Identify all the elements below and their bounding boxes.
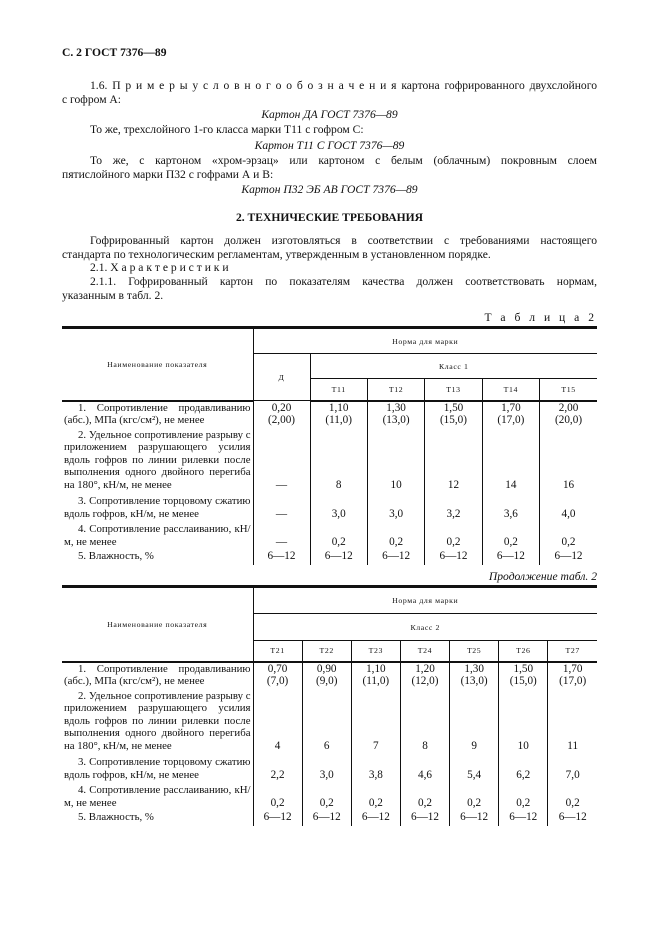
value-cell: 0,2: [310, 522, 367, 550]
example-3: Картон П32 ЭБ АВ ГОСТ 7376—89: [241, 183, 418, 196]
p16-line1: 1.6. П р и м е р ы у с л о в н о г о о б о з н а ч е н и я картона гофрированного двухслойного: [90, 79, 597, 92]
value-cell: 8: [310, 429, 367, 494]
value-cell: 0,2: [253, 783, 302, 811]
norm-header: Норма для марки: [253, 328, 597, 354]
value-cell: 0,20 (2,00): [253, 401, 310, 429]
p16-line5: пятислойного марки П32 с гофрами А и В:: [62, 168, 274, 181]
norm-header: Норма для марки: [253, 587, 597, 614]
name-header: Наименование показателя: [62, 587, 253, 662]
value-cell: 0,2: [367, 522, 424, 550]
value-cell: 0,2: [450, 783, 499, 811]
value-cell: 2,2: [253, 754, 302, 783]
section-title: 2. ТЕХНИЧЕСКИЕ ТРЕБОВАНИЯ: [235, 211, 424, 224]
table-2: [62, 326, 597, 565]
s21-heading: 2.1. Х а р а к т е р и с т и к и: [90, 261, 229, 274]
value-cell: 16: [540, 429, 597, 494]
value-cell: —: [253, 493, 310, 522]
s211-b: указанным в табл. 2.: [62, 289, 164, 302]
value-cell: 0,2: [499, 783, 548, 811]
value-cell: 6—12: [400, 811, 449, 826]
class-header: Класс 1: [310, 354, 597, 379]
p16-line3: То же, трехслойного 1-го класса марки Т11 с гофром С:: [90, 123, 364, 136]
value-cell: 0,2: [540, 522, 597, 550]
example-1: Картон ДА ГОСТ 7376—89: [261, 108, 398, 121]
table-row: [62, 550, 597, 565]
value-cell: 6—12: [310, 550, 367, 565]
value-cell: 1,50 (15,0): [499, 662, 548, 690]
value-cell: 3,0: [367, 493, 424, 522]
value-cell: 6—12: [253, 550, 310, 565]
value-cell: 10: [499, 690, 548, 755]
value-cell: —: [253, 429, 310, 494]
table-row: [62, 493, 597, 522]
class-header: Класс 2: [253, 614, 597, 641]
column-header: Т15: [540, 379, 597, 401]
value-cell: 5,4: [450, 754, 499, 783]
column-header: Т27: [548, 641, 597, 662]
value-cell: 4,6: [400, 754, 449, 783]
value-cell: 0,2: [482, 522, 539, 550]
value-cell: 11: [548, 690, 597, 755]
value-cell: —: [253, 522, 310, 550]
example-2: Картон Т11 С ГОСТ 7376—89: [254, 139, 405, 152]
table-row: [62, 754, 597, 783]
value-cell: 6—12: [450, 811, 499, 826]
column-header: Т13: [425, 379, 482, 401]
table-row: [62, 811, 597, 826]
value-cell: 6: [302, 690, 351, 755]
continuation-caption: Продолжение табл. 2: [488, 570, 597, 583]
value-cell: 2,00 (20,0): [540, 401, 597, 429]
page-header: С. 2 ГОСТ 7376—89: [62, 46, 167, 59]
indicator-name: 2. Удельное сопротивление разрыву с приложением разрушающего усилия вдоль гофров по линии рилевки после выполнения одного двойного перегиба на 180°, кН/м, не менее: [64, 689, 251, 752]
value-cell: 1,70 (17,0): [548, 662, 597, 690]
value-cell: 12: [425, 429, 482, 494]
value-cell: 6—12: [548, 811, 597, 826]
indicator-name: 5. Влажность, %: [78, 550, 154, 562]
column-header: Т25: [450, 641, 499, 662]
value-cell: 1,30 (13,0): [450, 662, 499, 690]
value-cell: 3,0: [310, 493, 367, 522]
value-cell: 1,10 (11,0): [310, 401, 367, 429]
value-cell: 6—12: [499, 811, 548, 826]
indicator-name: 1. Сопротивление продавливанию (абс.), МПа (кгс/см²), не менее: [64, 662, 251, 687]
value-cell: 0,2: [548, 783, 597, 811]
s211-a: 2.1.1. Гофрированный картон по показателям качества должен соответствовать нормам,: [90, 275, 597, 288]
value-cell: 1,70 (17,0): [482, 401, 539, 429]
column-header: Т22: [302, 641, 351, 662]
column-header: Т11: [310, 379, 367, 401]
p16-line2: с гофром А:: [62, 93, 122, 106]
name-header: Наименование показателя: [62, 328, 253, 401]
table-row: [62, 429, 597, 494]
value-cell: 3,2: [425, 493, 482, 522]
value-cell: 7,0: [548, 754, 597, 783]
value-cell: 6—12: [351, 811, 400, 826]
value-cell: 6—12: [302, 811, 351, 826]
indicator-name: 1. Сопротивление продавливанию (абс.), МПа (кгс/см²), не менее: [64, 401, 251, 426]
value-cell: 0,70 (7,0): [253, 662, 302, 690]
value-cell: 3,8: [351, 754, 400, 783]
value-cell: 6—12: [367, 550, 424, 565]
indicator-name: 5. Влажность, %: [78, 811, 154, 823]
indicator-name: 4. Сопротивление расслаиванию, кН/м, не менее: [64, 523, 251, 548]
value-cell: 0,2: [302, 783, 351, 811]
indicator-name: 2. Удельное сопротивление разрыву с приложением разрушающего усилия вдоль гофров по линии рилевки после выполнения одного двойного перегиба на 180°, кН/м, не менее: [64, 428, 251, 491]
d-header: Д: [253, 354, 310, 401]
value-cell: 3,0: [302, 754, 351, 783]
indicator-name: 3. Сопротивление торцовому сжатию вдоль гофров, кН/м, не менее: [64, 495, 251, 520]
value-cell: 0,2: [425, 522, 482, 550]
value-cell: 3,6: [482, 493, 539, 522]
table-row: [62, 783, 597, 811]
value-cell: 1,50 (15,0): [425, 401, 482, 429]
table-row: [62, 522, 597, 550]
column-header: Т23: [351, 641, 400, 662]
value-cell: 6—12: [540, 550, 597, 565]
column-header: Т26: [499, 641, 548, 662]
value-cell: 6,2: [499, 754, 548, 783]
indicator-name: 4. Сопротивление расслаиванию, кН/м, не менее: [64, 784, 251, 809]
value-cell: 4,0: [540, 493, 597, 522]
p16-line4: То же, с картоном «хром-эрзац» или картоном с белым (облачным) покровным слоем: [90, 154, 597, 167]
value-cell: 6—12: [425, 550, 482, 565]
column-header: Т12: [367, 379, 424, 401]
value-cell: 1,20 (12,0): [400, 662, 449, 690]
column-header: Т21: [253, 641, 302, 662]
table-row: [62, 401, 597, 429]
indicator-name: 3. Сопротивление торцовому сжатию вдоль гофров, кН/м, не менее: [64, 756, 251, 781]
value-cell: 0,2: [400, 783, 449, 811]
value-cell: 6—12: [482, 550, 539, 565]
s2-p1a: Гофрированный картон должен изготовляться в соответствии с требованиями настоящего: [90, 234, 597, 247]
column-header: Т14: [482, 379, 539, 401]
value-cell: 7: [351, 690, 400, 755]
table-caption: Т а б л и ц а 2: [484, 311, 597, 324]
value-cell: 0,90 (9,0): [302, 662, 351, 690]
s2-p1b: стандарта по технологическим регламентам, утвержденным в установленном порядке.: [62, 248, 491, 261]
value-cell: 0,2: [351, 783, 400, 811]
value-cell: 6—12: [253, 811, 302, 826]
column-header: Т24: [400, 641, 449, 662]
value-cell: 8: [400, 690, 449, 755]
value-cell: 9: [450, 690, 499, 755]
value-cell: 14: [482, 429, 539, 494]
table-row: [62, 690, 597, 755]
value-cell: 4: [253, 690, 302, 755]
value-cell: 1,30 (13,0): [367, 401, 424, 429]
table-2-continuation: [62, 585, 597, 826]
value-cell: 1,10 (11,0): [351, 662, 400, 690]
value-cell: 10: [367, 429, 424, 494]
table-row: [62, 662, 597, 690]
